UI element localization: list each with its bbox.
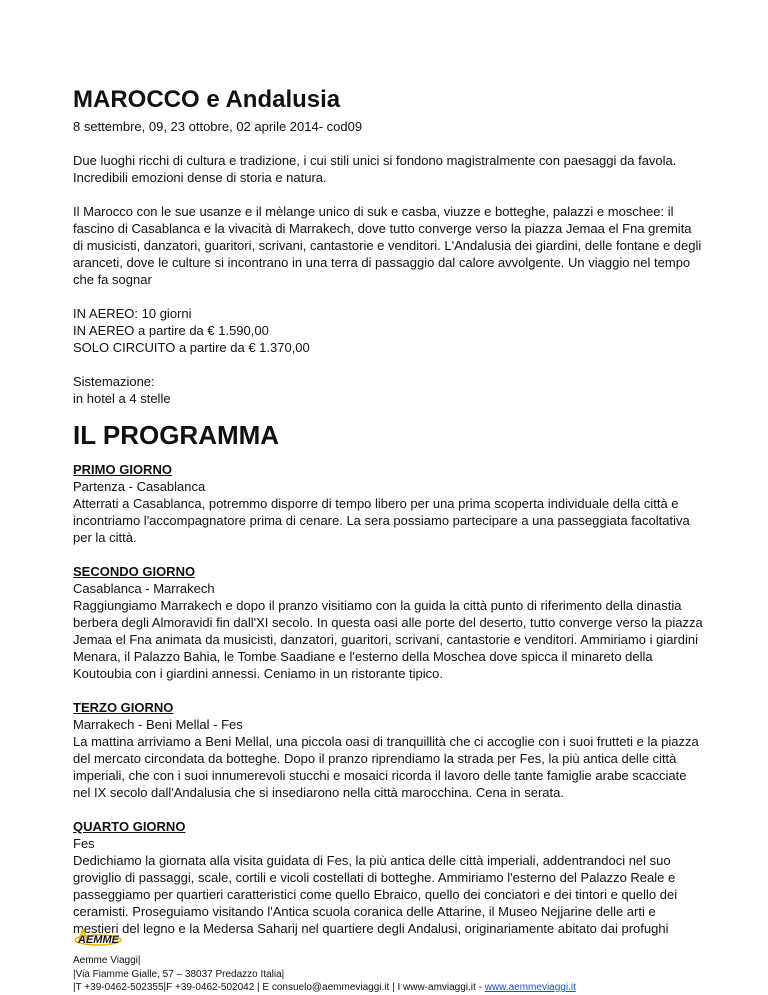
accommodation-info (73, 373, 703, 407)
price-line: IN AEREO a partire da € 1.590,00 (73, 323, 269, 338)
day-title: QUARTO GIORNO (73, 819, 186, 834)
day-section (73, 699, 703, 801)
price-line: IN AEREO: 10 giorni (73, 306, 192, 321)
day-route: Fes (73, 836, 95, 851)
day-title: SECONDO GIORNO (73, 564, 196, 579)
day-title: TERZO GIORNO (73, 700, 174, 715)
footer-contacts-text: |T +39-0462-502355|F +39-0462-502042 | E consuelo@aemmeviaggi.it | I www-amviaggi.it - (73, 982, 485, 993)
document-content (73, 86, 703, 954)
footer-company: Aemme Viaggi| (73, 955, 141, 966)
price-line: SOLO CIRCUITO a partire da € 1.370,00 (73, 340, 310, 355)
description-paragraph: Il Marocco con le sue usanze e il mèlange unico di suk e casba, viuzze e botteghe, palazzi e moschee: il fascino di Casablanca e la vivacità di Marrakech, dove tutto converge verso la piazza Jemaa el Fna gremita di musicisti, danzatori, guaritori, scrivani, cantastorie e venditori. L'Andalusia dei giardini, delle fontane e degli aranceti, dove le culture si incontrano in una terra di passaggio dal calore avvolgente. Un viaggio nel tempo che fa sognar (73, 204, 702, 287)
accommodation-label: Sistemazione: (73, 374, 155, 389)
intro-paragraph: Due luoghi ricchi di cultura e tradizione, i cui stili unici si fondono magistralmente con paesaggi da favola. Incredibili emozioni dense di storia e natura. (73, 153, 677, 185)
footer-address: |Via Fiamme Gialle, 57 – 38037 Predazzo Italia| (73, 968, 285, 980)
day-title: PRIMO GIORNO (73, 462, 172, 477)
day-section (73, 563, 703, 682)
program-heading: IL PROGRAMMA (73, 420, 280, 450)
day-section (73, 818, 703, 937)
accommodation-value: in hotel a 4 stelle (73, 391, 171, 406)
day-text: Dedichiamo la giornata alla visita guidata di Fes, la più antica delle città imperiali, addentrandoci nel suo groviglio di passaggi, scale, cortili e vicoli costellati di botteghe. Ammiriamo l'esterno del Palazzo Reale e passeggiamo per quartieri caratteristici come quello Ebraico, quello dei conciatori e dei tintori e quello dei ceramisti. Proseguiamo visitando l'Antica scuola coranica delle Attarine, il Museo Nejjarine delle arti e mestieri del legno e la Medersa Saharij nel quartiere degli Andalusi, originariamente abitato dai profughi (73, 853, 678, 936)
website-link[interactable]: www.aemmeviaggi.it (484, 982, 576, 993)
page-footer (73, 926, 576, 995)
day-text: Raggiungiamo Marrakech e dopo il pranzo visitiamo con la guida la città punto di riferimento della dinastia berbera degli Almoravidi fin dall'XI secolo. In questa oasi alle porte del deserto, tutto converge verso la piazza Jemaa el Fna animata da musicisti, danzatori, guaritori, scrivani, cantastorie e venditori. Ammiriamo i giardini Menara, il Palazzo Bahia, le Tombe Saadiane e l'esterno della Moschea dove spicca il minareto della Koutoubia con i giardini annessi. Ceniamo in un ristorante tipico. (73, 598, 703, 681)
logo-text: AEMME (78, 934, 119, 946)
day-route: Partenza - Casablanca (73, 479, 206, 494)
day-route: Casablanca - Marrakech (73, 581, 215, 596)
day-route: Marrakech - Beni Mellal - Fes (73, 717, 243, 732)
aemme-logo-icon (73, 926, 123, 948)
document-title: MAROCCO e Andalusia (73, 86, 341, 113)
price-list (73, 305, 703, 356)
trip-dates: 8 settembre, 09, 23 ottobre, 02 aprile 2014- cod09 (73, 119, 363, 134)
day-section (73, 461, 703, 546)
day-text: Atterrati a Casablanca, potremmo disporre di tempo libero per una prima scoperta individuale della città e incontriamo l'accompagnatore prima di cenare. La sera possiamo partecipare a una passeggiata facoltativa per la città. (73, 496, 690, 545)
day-text: La mattina arriviamo a Beni Mellal, una piccola oasi di tranquillità che ci accoglie con i suoi frutteti e la piazza del mercato circondata da botteghe. Dopo il pranzo riprendiamo la strada per Fes, la più antica delle città imperiali, che con i suoi innumerevoli stucchi e mosaici ricorda il lavoro delle tante famiglie arabe scacciate nel IX secolo dall'Andalusia che si insediarono nella città marocchina. Cena in serata. (73, 734, 699, 800)
footer-contacts (73, 981, 576, 995)
